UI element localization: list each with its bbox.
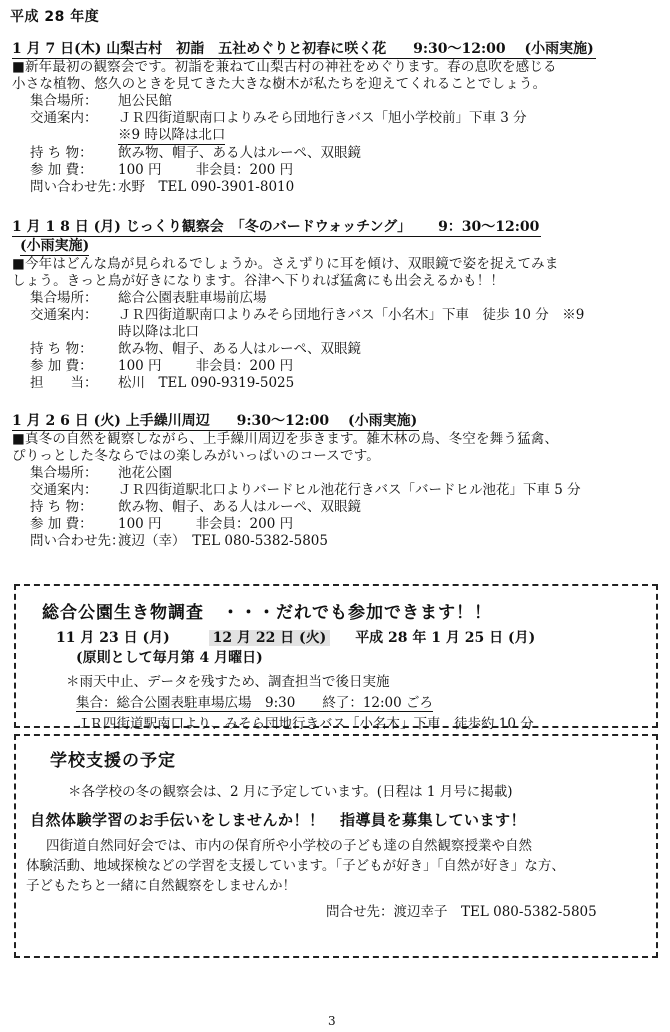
info-row-meeting: 集合場所： 旭公民館 [30,93,172,109]
survey-dates [56,629,656,647]
event-desc-line: ぴりっとした冬ならではの楽しみがいっぱいのコースです。 [12,448,381,464]
info-row-access: 交通案内： ＪＲ四街道駅南口よりみそら団地行きバス「旭小学校前」下車 3 分 [30,110,527,126]
event-info [30,93,660,196]
page-number: 3 [328,1014,336,1028]
event-time: 9:30～12:00 [236,413,330,429]
event-jan-18 [12,218,660,392]
info-row-access-note: 時以降は北口 [118,324,199,340]
school-contact: 問合せ先：渡辺幸子 TEL 080-5382-5805 [326,904,597,920]
school-body-line: 体験活動、地域探検などの学習を支援しています。「子どもが好き」「自然が好き」な方、 [26,858,565,874]
event-info [30,465,660,550]
recruit-heading: 自然体験学習のお手伝いをしませんか！！ 指導員を募集しています！ [30,811,527,829]
info-row-items: 持 ち 物： 飲み物、帽子、ある人はルーペ、双眼鏡 [30,499,361,515]
survey-access: ＪＲ四街道駅南口より、みそら団地行きバス「小名木」下車 徒歩約 10 分 [76,716,534,732]
school-body-line: 四街道自然同好会では、市内の保育所や小学校の子ども達の自然観察授業や自然 [46,838,532,854]
school-support-note: ＊各学校の冬の観察会は、2 月に予定しています。(日程は 1 月号に掲載) [68,784,513,800]
event-desc-line: しょう。きっと鳥が好きになります。谷津へ下りれば猛禽にも出会えるかも！！ [12,273,505,289]
info-row-contact: 担 当： 松川 TEL 090-9319-5025 [30,375,295,391]
survey-note: ＊雨天中止、データを残すため、調査担当で後日実施 [66,674,390,690]
event-info [30,290,660,392]
event-title: 1 月 7 日(木) 山梨古村 初詣 五社めぐりと初春に咲く花 [12,41,387,57]
event-jan-7 [12,40,660,196]
survey-date: 11 月 23 日 (月) [56,630,170,646]
event-desc-line: 小さな植物、悠久のときを見てきた大きな樹木が私たちを迎えてくれることでしょう。 [12,76,547,92]
survey-box [14,584,658,732]
event-desc-line: ■真冬の自然を観察しながら、上手繰川周辺を歩きます。雑木林の鳥、冬空を舞う猛禽、 [12,431,559,447]
event-title: 1 月 2 6 日 (火) 上手繰川周辺 [12,413,210,429]
info-row-fee: 参 加 費： 100 円 非会員：200 円 [30,516,294,532]
event-header [12,218,541,237]
event-time: 9：30～12:00 [438,219,540,235]
school-support-box [14,734,658,958]
info-row-meeting: 集合場所： 池花公園 [30,465,172,481]
info-row-access: 交通案内： ＪＲ四街道駅北口よりバードヒル池花行きバス「バードヒル池花」下車 5 分 [30,482,581,498]
event-desc-line: ■今年はどんな鳥が見られるでしょうか。さえずりに耳を傾け、双眼鏡で姿を捉えてみま [12,256,559,272]
event-title: 1 月 1 8 日 (月) じっくり観察会 「冬のバードウォッチング」 [12,219,412,235]
info-row-contact: 問い合わせ先： 水野 TEL 090-3901-8010 [30,179,295,195]
school-body-line: 子どもたちと一緒に自然観察をしませんか！ [26,878,296,894]
event-jan-26 [12,412,660,550]
info-row-items: 持 ち 物： 飲み物、帽子、ある人はルーペ、双眼鏡 [30,341,361,357]
survey-meeting-wrap [76,694,656,712]
survey-date: 平成 28 年 1 月 25 日 (月) [355,630,536,646]
event-rain-note: (小雨実施) [348,413,418,429]
info-row-access: 交通案内： ＪＲ四街道駅南口よりみそら団地行きバス「小名木」下車 徒歩 10 分 ※9 [30,307,585,323]
info-row-fee: 参 加 費： 100 円 非会員：200 円 [30,162,294,178]
info-row-items: 持 ち 物： 飲み物、帽子、ある人はルーペ、双眼鏡 [30,145,361,161]
event-rain-note: (小雨実施) [524,41,594,57]
fiscal-year-title: 平成 28 年度 [10,9,100,25]
event-rain-note: (小雨実施) [20,238,90,254]
info-row-meeting: 集合場所： 総合公園表駐車場前広場 [30,290,267,306]
survey-rule: (原則として毎月第 4 月曜日) [76,650,263,666]
event-header [12,412,419,431]
survey-meeting: 集合：総合公園表駐車場広場 9:30 終了：12:00 ごろ [76,695,434,711]
survey-title: 総合公園生き物調査 ・・・だれでも参加できます！！ [42,603,492,623]
survey-date-highlight: 12 月 22 日 (火) [209,630,331,646]
event-time: 9:30～12:00 [413,41,506,57]
school-support-title: 学校支援の予定 [50,751,176,771]
info-row-contact: 問い合わせ先： 渡辺（幸） TEL 080-5382-5805 [30,533,328,549]
event-desc-line: ■新年最初の観察会です。初詣を兼ねて山梨古村の神社をめぐります。春の息吹を感じる [12,59,557,75]
info-row-fee: 参 加 費： 100 円 非会員：200 円 [30,358,294,374]
event-header [12,40,596,59]
info-row-access-note: ※9 時以降は北口 [118,127,226,143]
